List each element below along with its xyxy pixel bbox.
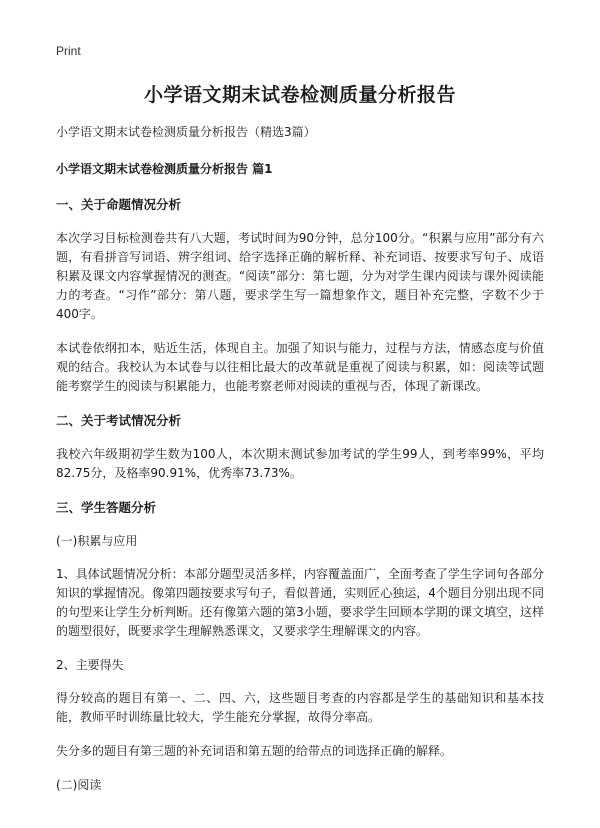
section-heading-proposition: 一、关于命题情况分析 <box>56 197 182 212</box>
subsection-gains-losses: 2、主要得失 <box>56 658 124 672</box>
print-label[interactable]: Print <box>56 44 81 58</box>
paragraph-proposition-2: 本试卷依纲扣本，贴近生活，体现自主。加强了知识与能力，过程与方法，情感态度与价值观的结合。我校认为本试卷与以往相比最大的改革就是重视了阅读与积累，如：阅读等试题能考察学生的阅读与积累能力，也能考察老师对阅读的重视与否，体现了新课改。 <box>56 341 544 393</box>
section-heading-answers: 三、学生答题分析 <box>56 500 157 515</box>
subsection-accumulation: (一)积累与应用 <box>56 534 138 548</box>
subsection-reading: (二)阅读 <box>56 778 102 792</box>
page-title: 小学语文期末试卷检测质量分析报告 <box>143 84 456 106</box>
paragraph-proposition-1: 本次学习目标检测卷共有八大题，考试时间为90分钟，总分100分。“积累与应用”部分有六题，有看拼音写词语、辨字组词、给字选择正确的解析释、补充词语、按要求写句子、成语积累及课文内容掌握情况的测查。“阅读”部分：第七题，分为对学生课内阅读与课外阅读能力的考查。“习作”部分：第八题，要求学生写一篇想象作文，题目补充完整，字数不少于400字。 <box>56 231 544 321</box>
document-subtitle: 小学语文期末试卷检测质量分析报告（精选3篇） <box>56 125 316 139</box>
paragraph-exam-stats: 我校六年级期初学生数为100人，本次期末测试参加考试的学生99人，到考率99%，平均82.75分，及格率90.91%，优秀率73.73%。 <box>56 447 544 480</box>
paragraph-low-scores: 失分多的题目有第三题的补充词语和第五题的给带点的词选择正确的解释。 <box>56 744 453 758</box>
paragraph-question-analysis: 1、具体试题情况分析：本部分题型灵活多样，内容覆盖面广，全面考查了学生字词句各部分知识的掌握情况。像第四题按要求写句子，看似普通，实则匠心独运，4个题目分别出现不同的句型来让学生分析判断。还有像第六题的第3小题，要求学生回顾本学期的课文填空，这样的题型很好，既要求学生理解熟悉课文，又要求学生理解课文的内容。 <box>56 567 544 638</box>
section-heading-exam: 二、关于考试情况分析 <box>56 413 182 428</box>
article-title: 小学语文期末试卷检测质量分析报告 篇1 <box>56 162 273 176</box>
paragraph-high-scores: 得分较高的题目有第一、二、四、六，这些题目考查的内容都是学生的基础知识和基本技能，教师平时训练量比较大，学生能充分掌握，故得分率高。 <box>56 691 544 724</box>
